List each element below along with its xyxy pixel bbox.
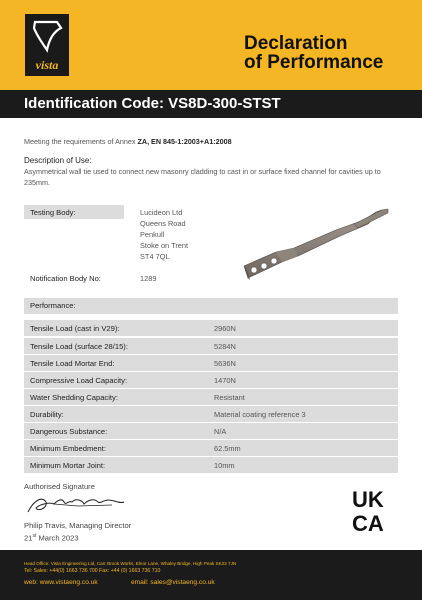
wall-tie-image: [236, 200, 396, 300]
ukca-mark: [352, 489, 398, 535]
address-line: Queens Road: [140, 219, 186, 228]
row-value: 5284N: [214, 341, 236, 351]
page-title: [244, 34, 383, 72]
row-value: 10mm: [214, 460, 235, 470]
table-row: [24, 320, 398, 336]
row-label: Tensile Load (surface 28/15):: [30, 341, 128, 351]
testing-body-address: [140, 207, 188, 262]
table-row: [24, 338, 398, 354]
address-line: Stoke on Trent: [140, 241, 189, 250]
table-row: [24, 457, 398, 473]
notification-body-label: Notification Body No:: [30, 274, 101, 283]
description-text: Asymmetrical wall tie used to connect new masonry cladding to cast in or surface fixed channel for cavities up to 235mm.: [24, 167, 381, 187]
row-label: Water Shedding Capacity:: [30, 392, 118, 402]
notification-body-value: 1289: [140, 274, 157, 283]
logo-mark-icon: [31, 18, 63, 54]
footer: [0, 550, 422, 600]
date-rest: March 2023: [36, 533, 79, 543]
ukca-line-1: UK: [352, 487, 384, 512]
signer-name: Philip Travis, Managing Director: [24, 521, 132, 530]
date-day: 21: [24, 533, 33, 543]
title-line-1: Declaration: [244, 33, 348, 54]
table-row: [24, 355, 398, 371]
row-label: Tensile Load Mortar End:: [30, 358, 115, 368]
row-value: Material coating reference 3: [214, 409, 306, 419]
ukca-line-2: CA: [352, 511, 384, 536]
row-value: N/A: [214, 426, 227, 436]
row-label: Minimum Mortar Joint:: [30, 460, 106, 470]
vista-logo: [25, 14, 69, 76]
description-heading: Description of Use:: [24, 156, 92, 165]
performance-heading-bar: [24, 298, 398, 314]
performance-heading: Performance:: [30, 301, 76, 310]
signature-heading: Authorised Signature: [24, 482, 95, 491]
row-value: 1470N: [214, 375, 236, 385]
row-label: Compressive Load Capacity:: [30, 375, 128, 385]
requirements-standard: ZA, EN 845-1:2003+A1:2008: [137, 137, 232, 146]
requirements-prefix: Meeting the requirements of Annex: [24, 137, 138, 146]
logo-text: vista: [35, 58, 59, 72]
table-row: [24, 389, 398, 405]
table-row: [24, 440, 398, 456]
identification-code: Identification Code: VS8D-300-STST: [24, 95, 281, 112]
row-value: 2960N: [214, 323, 236, 333]
date-suffix: st: [32, 533, 37, 539]
title-line-2: of Performance: [244, 52, 384, 73]
header-banner: [0, 0, 422, 90]
testing-body-label: Testing Body:: [30, 208, 76, 217]
address-line: Lucideon Ltd: [140, 208, 183, 217]
handwritten-signature: [24, 490, 134, 520]
footer-phone-numbers: Tel: Sales: +44(0) 1663 736 700 Fax: +44 (0) 1663 736 710: [24, 568, 161, 574]
row-label: Minimum Embedment:: [30, 443, 106, 453]
signature-date: [24, 533, 79, 543]
row-value: Resistant: [214, 392, 245, 402]
identification-bar: [0, 90, 422, 118]
row-label: Tensile Load (cast in V29):: [30, 323, 120, 333]
requirements-line: [24, 137, 232, 146]
footer-email-link[interactable]: email: sales@vistaeng.co.uk: [131, 579, 215, 586]
table-row: [24, 423, 398, 439]
table-row: [24, 406, 398, 422]
address-line: Penkull: [140, 230, 165, 239]
table-row: [24, 372, 398, 388]
footer-office-address: Head Office: Vista Engineering Ltd, Carr Brook Works, Elnor Lane, Whaley Bridge, High Peak SK23 7JN: [24, 561, 237, 566]
row-value: 62.5mm: [214, 443, 241, 453]
footer-website-link[interactable]: web: www.vistaeng.co.uk: [24, 579, 98, 586]
row-label: Durability:: [30, 409, 64, 419]
address-line: ST4 7QL: [140, 252, 170, 261]
row-value: 5636N: [214, 358, 236, 368]
row-label: Dangerous Substance:: [30, 426, 108, 436]
